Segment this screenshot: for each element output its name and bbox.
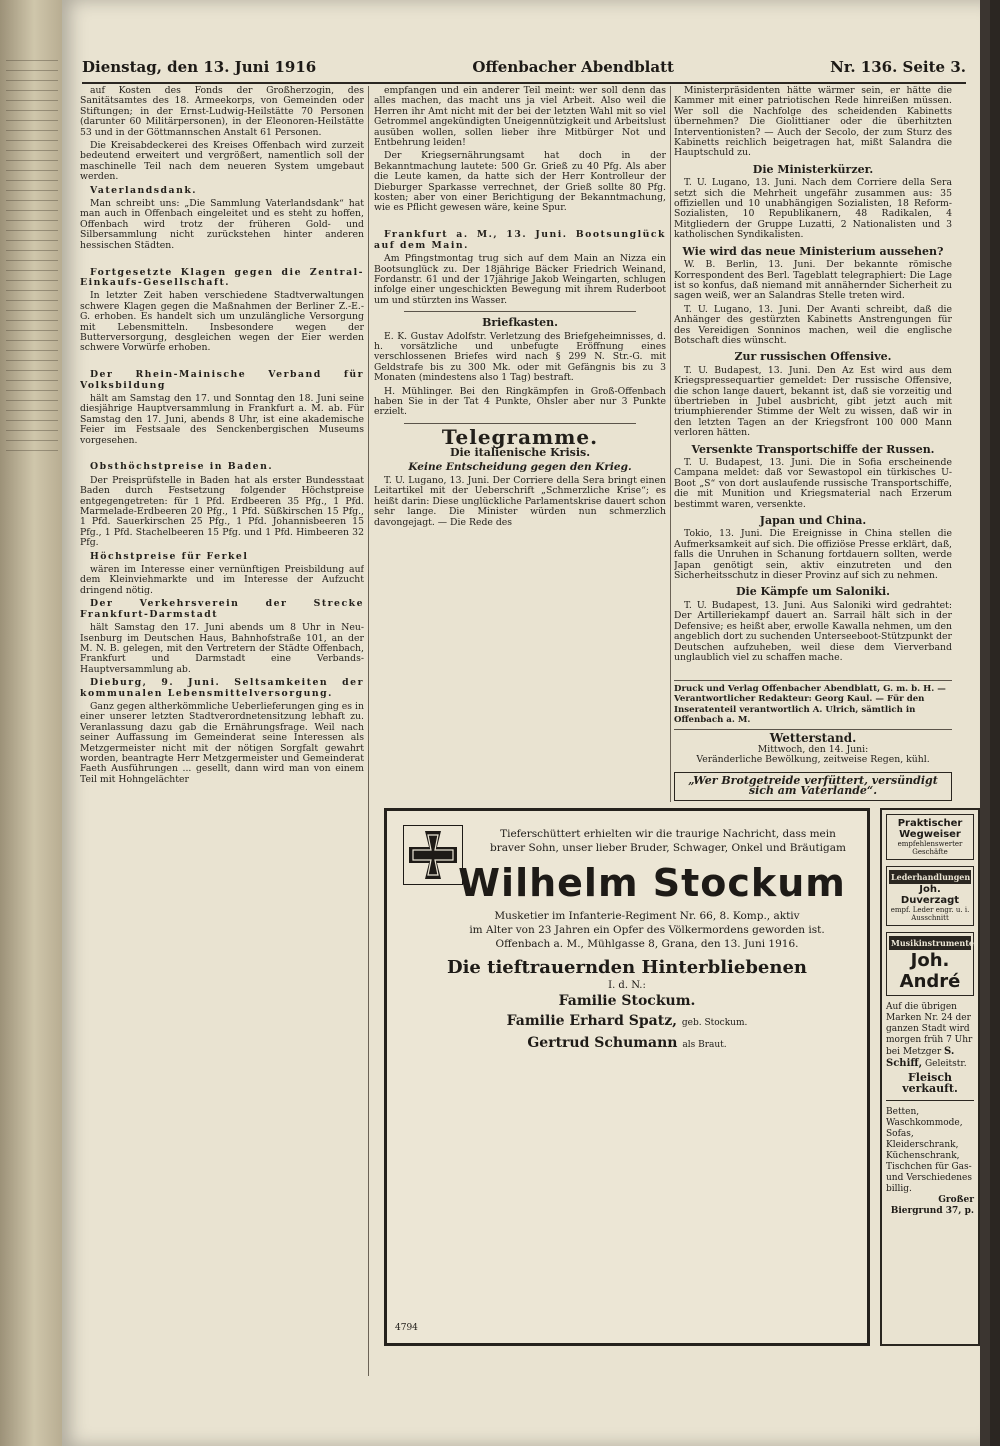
column-rule [368, 86, 369, 1376]
column-1 [80, 86, 364, 1376]
article-heading: Höchstpreise für Ferkel [90, 550, 249, 562]
ad-text: Betten, Waschkommode, Sofas, Kleiderschrank, Küchenschrank, Tischchen für Gas- und Verschiedenes billig. [886, 1107, 973, 1194]
article-heading: Die Ministerkürzer. [752, 162, 874, 176]
notice-intro: Tieferschüttert erhielten wir die traurige Nachricht, dass mein braver Sohn, unser lieber Bruder, Schwager, Onkel und Bräutigam [490, 828, 846, 854]
article-text: auf Kosten des Fonds der Großherzogin, des Sanitätsamtes des 18. Armeekorps, von Gemeinden oder Stiftungen; in der Ernst-Ludwig-Heilstätte 70 Personen (darunter 60 Militärpersonen), in der Eleonoren-Heilstätte 53 und in der Göttmannschen Anstalt 61 Personen. [80, 86, 364, 138]
divider [404, 423, 636, 424]
section-heading-telegramme: Telegramme. [441, 424, 599, 449]
filler-text [80, 449, 364, 459]
header-title: Offenbacher Abendblatt [472, 58, 674, 76]
ad-moebel [886, 1107, 974, 1217]
ad-address: Großer Biergrund 37, p. [890, 1195, 974, 1216]
weather-date: Mittwoch, den 14. Juni: [757, 744, 869, 756]
column-2 [374, 86, 666, 802]
notice-rank: Musketier im Infanterie-Regiment Nr. 66, 8. Komp., aktiv [494, 910, 800, 922]
family-line [387, 991, 867, 1011]
notice-death: im Alter von 23 Jahren ein Opfer des Völkermordens geworden ist. [469, 924, 825, 936]
article-text: Man schreibt uns: „Die Sammlung Vaterlandsdank“ hat man auch in Offenbach eingeleitet und es steht zu hoffen, Offenbach wird trotz der früheren Gold- und Silbersammlung nicht zurückstehen hinter anderen hessischen Städten. [80, 198, 364, 251]
page-header [82, 58, 966, 84]
ad-street: Geleitstr. [924, 1059, 967, 1069]
article-heading: Der Rhein-Mainische Verband für Volksbildung [80, 369, 364, 391]
header-date: Dienstag, den 13. Juni 1916 [82, 58, 317, 76]
article-heading: Dieburg, 9. Juni. Seltsamkeiten der kommunalen Lebensmittelversorgung. [80, 677, 364, 699]
article-text: Ministerpräsidenten hätte wärmer sein, er hätte die Kammer mit einer patriotischen Rede hinreißen müssen. Wer soll die Nachfolge des scheidenden Kabinetts übernehmen? Die Giolittianer oder die überhitzten Interventionisten? — Auch der Secolo, der zum Sturz des Kabinetts reichlich beigetragen hat, mißt Salandra die Hauptschuld zu. [674, 86, 952, 159]
family-name: Familie Stockum. [558, 993, 696, 1009]
article-text: Die Kreisabdeckerei des Kreises Offenbach wird zurzeit bedeutend erweitert und vergrößert, namentlich soll der maschinelle Teil nach dem neueren System umgebaut werden. [80, 140, 364, 183]
article-heading: Die italienische Krisis. [449, 446, 591, 460]
article-text: T. U. Lugano, 13. Juni. Nach dem Corriere della Sera setzt sich die Mehrheit ungefähr zusammen aus: 35 offiziellen und 10 unabhängigen Sozialisten, 18 Reform-Sozialisten, 10 Republikanern, 48 Radikalen, 4 Mitgliedern der Gruppe Luzatti, 2 Nationalisten und 3 katholischen Syndikalisten. [674, 177, 952, 241]
column-3 [674, 86, 952, 676]
article-text: T. U. Budapest, 13. Juni. Die in Sofia erscheinende Campana meldet: daß vor Sewastopol ein türkisches U-Boot „S“ von dort auslaufende russische Transportschiffe, die mit Munition und Kriegsmaterial nach Erzerum bestimmt waren, versenkte. [674, 457, 952, 510]
filler-text [80, 254, 364, 264]
notice-ina: I. d. N.: [608, 980, 646, 991]
article-text: T. U. Budapest, 13. Juni. Aus Saloniki wird gedrahtet: Der Artilleriekampf dauert an. Sarrail hält sich in der Defensive; es heißt aber, erwolle Kawalla nehmen, um den angeblich dort zu suchenden Unterseeboot-Stützpunkt der Deutschen aufzuheben, weil diese dem Vierverband unglaublich viel zu schaffen mache. [674, 599, 952, 663]
column-rule [670, 86, 671, 802]
ad-fleisch [886, 1002, 974, 1094]
ad-subtitle: empf. Leder engr. u. i. Ausschnitt [890, 906, 970, 922]
family-line [387, 1033, 867, 1055]
article-text: T. U. Lugano, 13. Juni. Der Corriere della Sera bringt einen Leitartikel mit der Ueberschrift „Schmerzliche Krise“; es heißt darin: Diese unglückliche Parlamentskrise dauert schon sehr lange. Die Minister würden nun schmerzlich davongejagt. — Die Rede des [374, 475, 666, 528]
article-heading: Obsthöchstpreise in Baden. [90, 461, 274, 473]
notice-place: Offenbach a. M., Mühlgasse 8, Grana, den 13. Juni 1916. [495, 938, 799, 950]
newspaper-page [62, 0, 990, 1446]
death-notice [384, 808, 870, 1346]
article-text: E. K. Gustav Adolfstr. Verletzung des Briefgeheimnisses, d. h. vorsätzliche und unbefugte Eröffnung eines verschlossenen Briefes wird nach § 299 N. Str.-G. mit Geldstrafe bis zu 300 Mk. oder mit Gefängnis bis zu 3 Monaten (mindestens also 1 Tag) bestraft. [374, 330, 666, 384]
article-heading: Frankfurt a. M., 13. Juni. Bootsunglück auf dem Main. [374, 229, 666, 251]
article-text: Der Kriegsernährungsamt hat doch in der Bekanntmachung lautete: 500 Gr. Grieß zu 40 Pfg. Als aber die Leute kamen, da hatte sich der Herr Kontrolleur der Dieburger Sparkasse verrechnet, der Grieß sollte 80 Pfg. kosten; aber von einer Berichtigung der Bekanntmachung, wie es Pflicht gewesen wäre, keine Spur. [374, 150, 666, 214]
imprint-text: Druck und Verlag Offenbacher Abendblatt, G. m. b. H. — Verantwortlicher Redakteur: Georg Kaul. — Für den Inseratenteil verantwortlich A. Ulrich, sämtlich in Offenbach a. M. [674, 684, 946, 726]
article-heading: Zur russischen Offensive. [734, 350, 892, 364]
article-text: T. U. Lugano, 13. Juni. Der Avanti schreibt, daß die Anhänger des gestürzten Kabinetts Anstrengungen für des Vereidigen Sonninos machen, weil die englische Botschaft dies wünscht. [674, 303, 952, 346]
article-text: hält am Samstag den 17. und Sonntag den 18. Juni seine diesjährige Hauptversammlung in Frankfurt a. M. ab. Für Samstag den 17. Juni, abends 8 Uhr, ist eine akademische Feier im Festsaale des Senckenbergischen Museums vorgesehen. [80, 392, 364, 446]
article-text: Ganz gegen altherkömmliche Ueberlieferungen ging es in einer unserer letzten Stadtverordnetensitzung lebhaft zu. Veranlassung dazu gab die Ernährungsfrage. Weil nach seiner Auffassung im Gemeinderat seine Interessen als Metzgermeister nicht mit der nötigen Sorgfalt gewahrt worden, beantragte Herr Metzgermeister und Gemeinderat Faeth Ausführungen ... gesellt, dann wird man von einem Teil mit Hohngelächter [80, 700, 364, 785]
slogan: „Wer Brotgetreide verfüttert, versündigt sich am Vaterlande“. [674, 772, 952, 801]
family-name: Familie Erhard Spatz, [506, 1013, 678, 1029]
section-heading-briefkasten: Briefkasten. [482, 316, 558, 330]
article-text: In letzter Zeit haben verschiedene Stadtverwaltungen schwere Klagen gegen die Maßnahmen der Berliner Z.-E.-G. erhoben. Es handelt sich um unzulängliche Versorgung mit Lebensmitteln. Insbesondere wegen der Butterversorgung, desgleichen wegen der Eier werden schwere Vorwürfe erhoben. [80, 290, 364, 354]
filler-text [80, 357, 364, 367]
weather-title: Wetterstand. [769, 730, 857, 745]
article-text: wären im Interesse einer vernünftigen Preisbildung auf dem Kleinviehmarkte und im Interesse der Aufzucht dringend nötig. [80, 564, 364, 596]
article-heading: Der Verkehrsverein der Strecke Frankfurt-Darmstadt [80, 598, 364, 620]
article-text: empfangen und ein anderer Teil meint: wer soll denn das alles machen, das macht uns ja viel Arbeit. Also weil die Herren ihr Amt nicht mit der bei der letzten Wahl mit so viel Getrommel angekündigten Uneigennützigkeit und Arbeitslust ausüben wollen, sollen lieber ihre Mitbürger Not und Entbehrung leiden! [374, 86, 666, 149]
article-text: Am Pfingstmontag trug sich auf dem Main an Nizza ein Bootsunglück zu. Der 18jährige Bäcker Friedrich Weinand, Fordanstr. 61 und der 17jährige Jakob Weingarten, schlugen infolge einer ungeschickten Bewegung mit ihrem Ruderboot um und stürzten ins Wasser. [374, 253, 666, 306]
article-heading: Versenkte Transportschiffe der Russen. [691, 442, 935, 456]
article-subheading: Keine Entscheidung gegen den Krieg. [408, 460, 632, 473]
article-heading: Die Kämpfe um Saloniki. [736, 585, 890, 599]
article-heading: Wie wird das neue Ministerium aussehen? [682, 244, 944, 258]
article-text: Der Preisprüfstelle in Baden hat als erster Bundesstaat Baden durch Festsetzung folgender Höchstpreise entgegengetreten: für 1 Pfd. Erdbeeren 35 Pfg., 1 Pfd. Marmelade-Erdbeeren 20 Pfg., 1 Pfd. Süßkirschen 15 Pfg., 1 Pfd. Sauerkirschen 25 Pfg., 1 Pfd. Johannisbeeren 15 Pfg., 1 Pfd. Stachelbeeren 15 Pfg. und 1 Pfd. Himbeeren 32 Pfg. [80, 474, 364, 549]
family-note: geb. Stockum. [681, 1018, 748, 1028]
article-text: hält Samstag den 17. Juni abends um 8 Uhr in Neu-Isenburg im Deutschen Haus, Bahnhofstraße 101, an der M. N. B. gelegen, mit den Vertretern der Städte Offenbach, Frankfurt und Darmstadt eine Verbands-Hauptversammlung ab. [80, 622, 364, 675]
page-edge [980, 0, 990, 1446]
article-heading: Fortgesetzte Klagen gegen die Zentral-Einkaufs-Gesellschaft. [80, 266, 364, 288]
ad-heading: Lederhandlungen [891, 872, 971, 882]
ad-name: Joh. Duverzagt [900, 884, 960, 906]
family-name: Gertrud Schumann [527, 1035, 678, 1051]
weather-text: Veränderliche Bewölkung, zeitweise Regen, kühl. [696, 754, 930, 766]
divider [404, 311, 636, 312]
article-heading: Japan und China. [759, 514, 867, 528]
deceased-name: Wilhelm Stockum [458, 861, 846, 905]
article-heading: Vaterlandsdank. [90, 184, 198, 196]
ad-big-text: Fleisch verkauft. [902, 1071, 958, 1095]
ad-leder [886, 866, 974, 926]
book-binding [0, 0, 62, 1446]
filler-text [374, 217, 666, 227]
family-line [387, 1011, 867, 1033]
article-text: T. U. Budapest, 13. Juni. Den Az Est wird aus dem Kriegspressequartier gemeldet: Der russische Offensive, die schon lange dauert, bekannt ist, daß sie vorzeitig und übertrieben in Jubel ausbricht, gibt jetzt auch mit triumphierender Stimme der Welt zu wissen, daß wir in den letzten Tagen an der Kriegsfront 100 000 Mann verloren hätten. [674, 364, 952, 439]
article-text: Tokio, 13. Juni. Die Ereignisse in China stellen die Aufmerksamkeit auf sich. Die offiziöse Presse erklärt, daß, falls die Unruhen in Schanung fortdauern sollten, werde Japan genötigt sein, aktiv einzutreten und den Sicherheitsschutz in dieser Provinz auf sich zu nehmen. [674, 528, 952, 582]
ad-name: S. Schiff, [886, 1046, 955, 1069]
notice-mourners: Die tieftrauernden Hinterbliebenen [446, 957, 808, 978]
ad-heading: Musikinstrumente [891, 938, 974, 948]
header-issue: Nr. 136. Seite 3. [830, 58, 966, 76]
ads-column [880, 808, 980, 1346]
ad-wegweiser [886, 814, 974, 860]
article-text: H. Mühlinger. Bei den Ringkämpfen in Groß-Offenbach haben Sie in der Tat 4 Punkte, Ohsler aber nur 3 Punkte erzielt. [374, 385, 666, 418]
ad-title: Praktischer Wegweiser [897, 818, 963, 840]
notice-number: 4794 [395, 1323, 418, 1333]
ad-subtitle: empfehlenswerter Geschäfte [897, 840, 963, 856]
article-text: W. B. Berlin, 13. Juni. Der bekannte römische Korrespondent des Berl. Tageblatt telegraphiert: Die Lage ist so konfus, daß niemand mit annähernder Sicherheit zu sagen weiß, wer an Salandras Stelle treten wird. [674, 259, 952, 302]
iron-cross-icon [403, 825, 463, 885]
imprint-block [674, 680, 952, 801]
ad-musik [886, 932, 974, 996]
ad-name: Joh. André [899, 950, 961, 992]
family-note: als Braut. [682, 1040, 727, 1050]
ad-text: Auf die übrigen Marken Nr. 24 der ganzen Stadt wird morgen früh 7 Uhr bei Metzger [886, 1002, 973, 1057]
